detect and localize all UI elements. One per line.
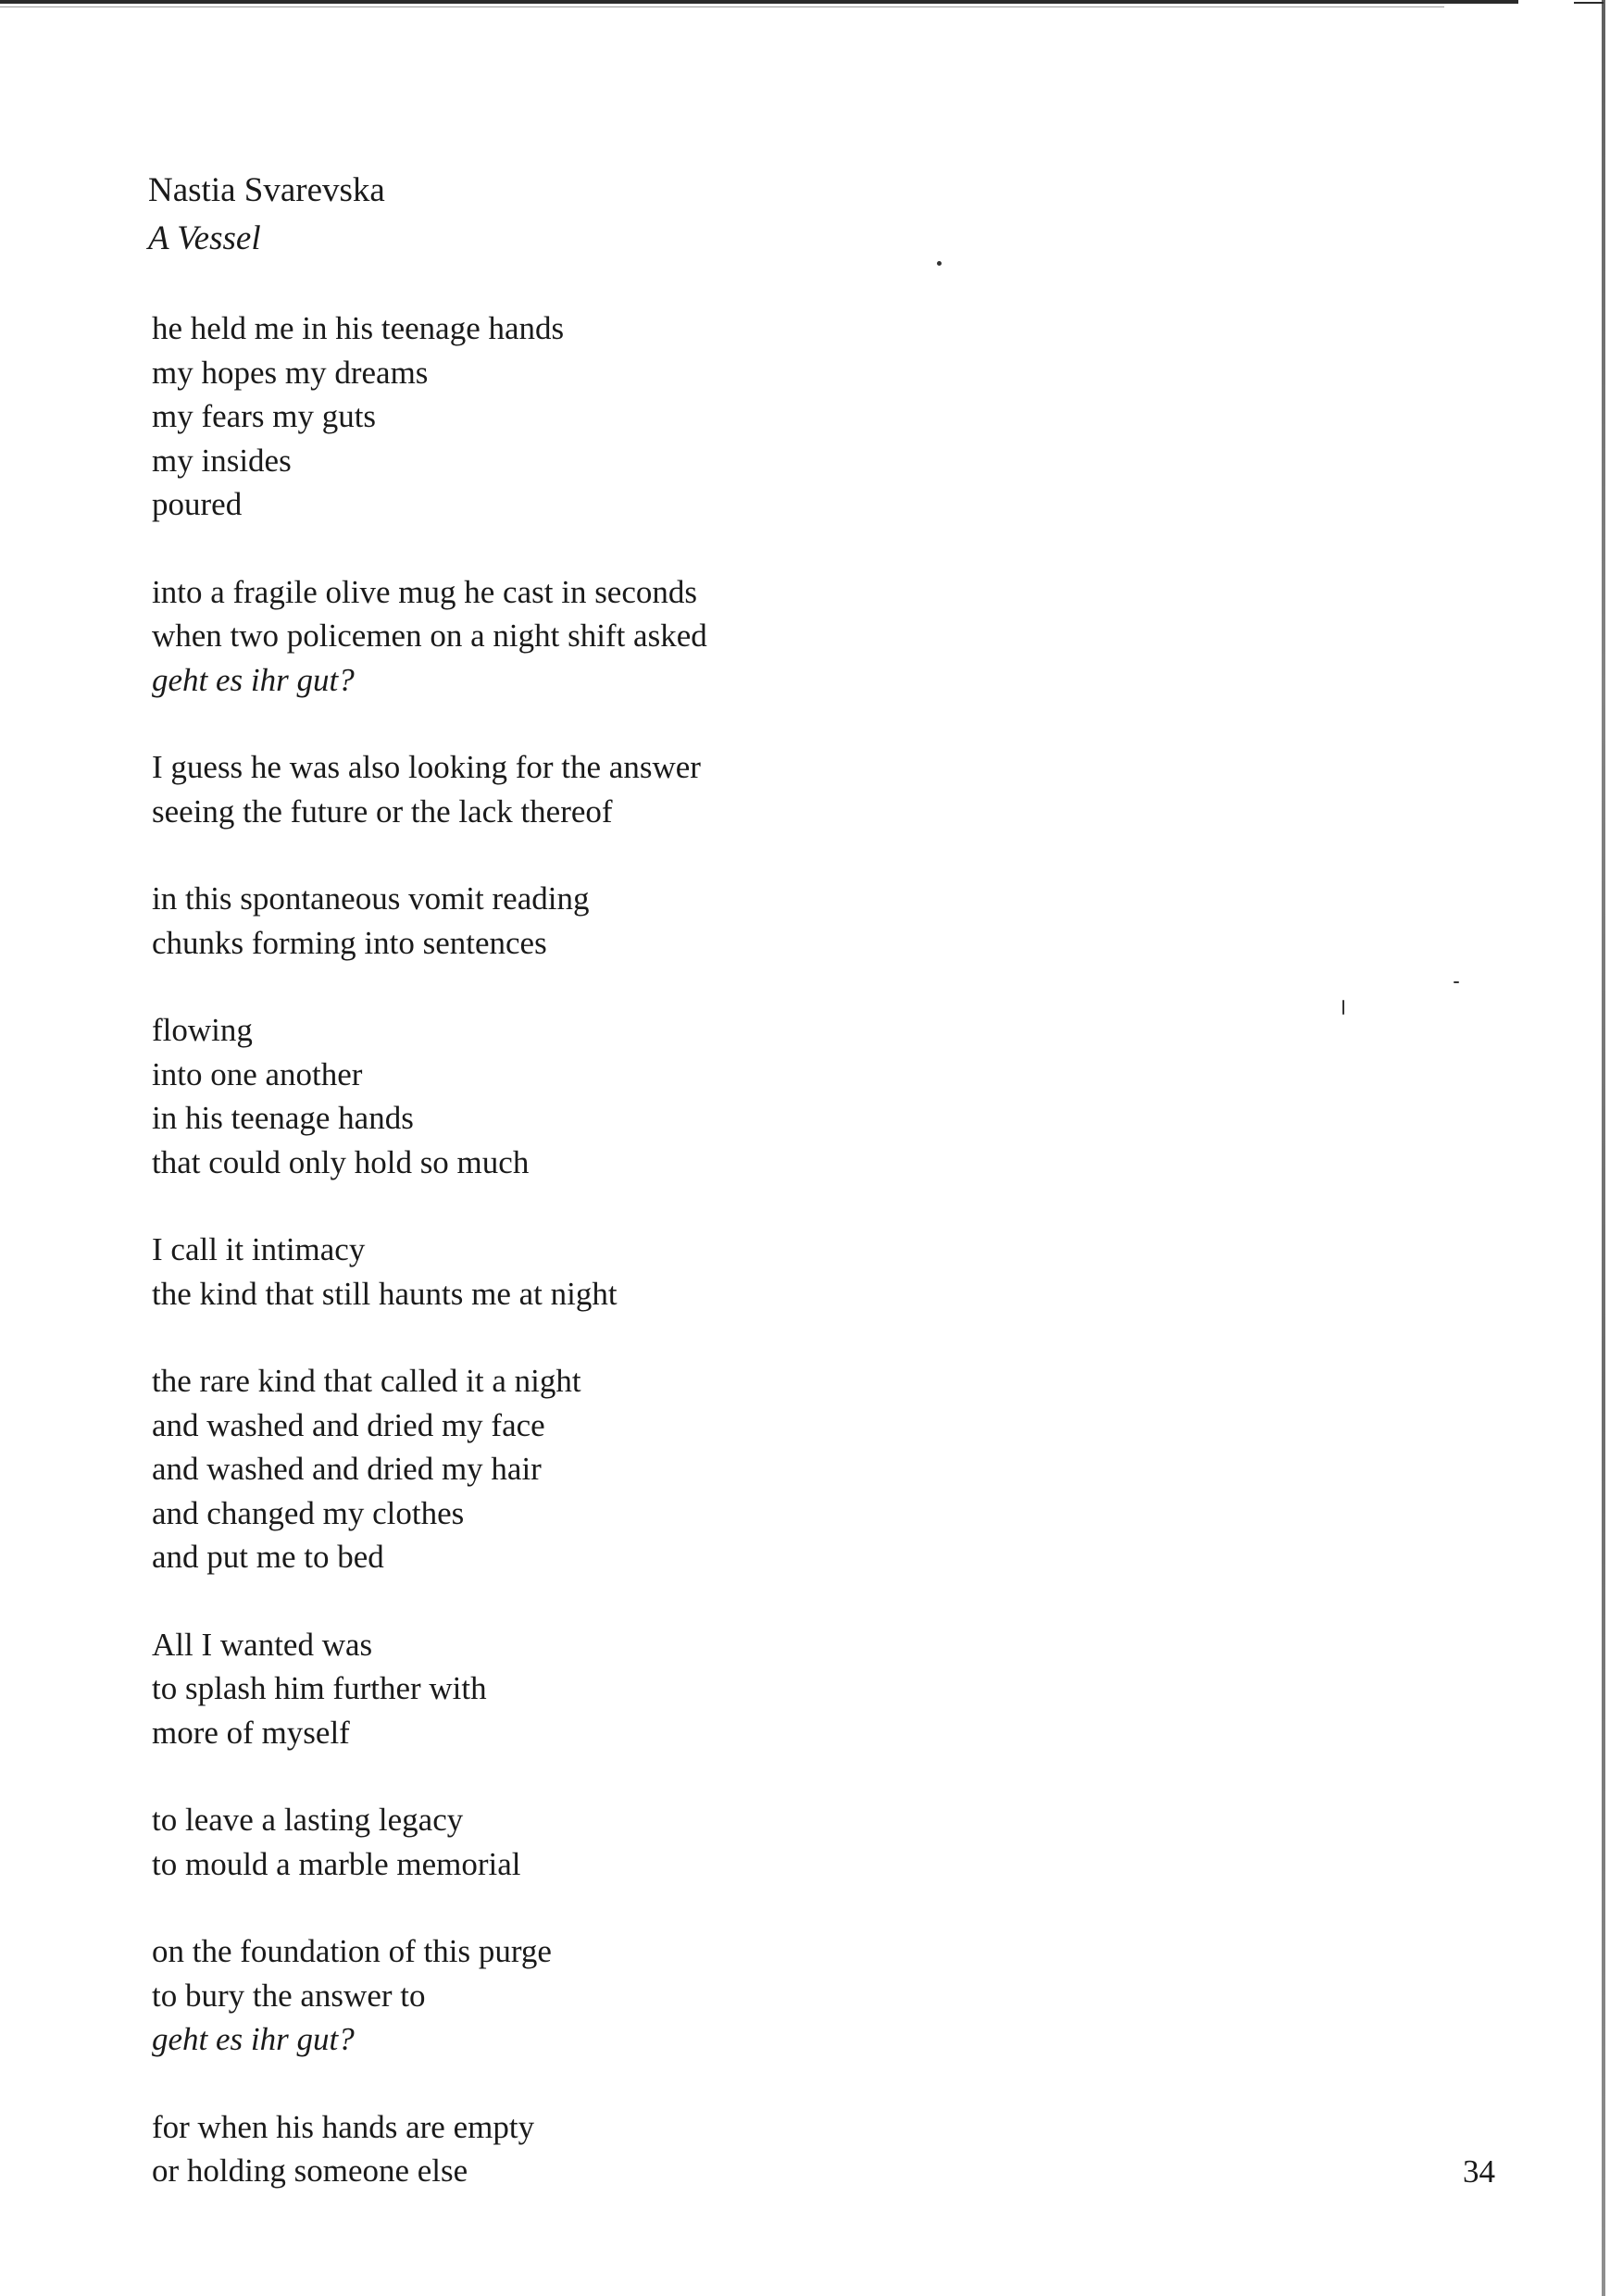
stanza [152,306,1167,527]
right-page-edge [1602,0,1605,2296]
poem-line: to splash him further with [152,1670,487,1706]
stanza [152,745,1167,833]
poem-line: and put me to bed [152,1539,384,1575]
poem-line: and washed and dried my hair [152,1451,542,1487]
stanza [152,1929,1167,2062]
stanza [152,1623,1167,1755]
poem-line: in this spontaneous vomit reading [152,880,590,917]
poem-line: into one another [152,1055,363,1092]
poem-header [148,167,1167,263]
poem-line: my insides [152,442,292,479]
poem-line: geht es ihr gut? [152,661,355,698]
poem-line: my hopes my dreams [152,354,429,391]
scan-speck [1454,981,1459,983]
poem-line: and changed my clothes [152,1494,465,1531]
poem-line: for when his hands are empty [152,2108,535,2145]
poem-line: geht es ihr gut? [152,2021,355,2057]
poem-line: and washed and dried my face [152,1406,545,1443]
stanza [152,570,1167,703]
stanza [152,1798,1167,1886]
poem-author: Nastia Svarevska [148,171,385,209]
poem-line: I guess he was also looking for the answer [152,749,701,785]
poem-line: into a fragile olive mug he cast in seconds [152,573,698,610]
top-border-rule-faint [0,6,1444,7]
poem-line: poured [152,486,243,522]
poem-line: on the foundation of this purge [152,1933,552,1969]
poem-line: chunks forming into sentences [152,924,547,961]
stanza [152,877,1167,965]
poem-line: when two policemen on a night shift asked [152,618,707,654]
page-number: 34 [1463,2153,1495,2190]
stanza [152,1228,1167,1316]
stanza [152,1008,1167,1184]
top-border-rule [0,0,1518,4]
stanza [152,2105,1167,2193]
poem-line: in his teenage hands [152,1100,414,1136]
poem-line: to leave a lasting legacy [152,1802,464,1838]
poem-line: my fears my guts [152,398,377,434]
poem-line: that could only hold so much [152,1143,530,1180]
poem-line: seeing the future or the lack thereof [152,792,613,830]
stanza [152,1359,1167,1579]
poem-line: All I wanted was [152,1626,373,1663]
poem-line: I call it intimacy [152,1231,366,1267]
poem-line: the rare kind that called it a night [152,1363,581,1399]
scan-speck [1342,1000,1344,1015]
poem-title: A Vessel [148,219,261,257]
poem-line: he held me in his teenage hands [152,310,565,346]
poem-line: or holding someone else [152,2152,468,2189]
poem-line: to bury the answer to [152,1977,426,2014]
poem-body [148,306,1167,2193]
poem-line: more of myself [152,1714,350,1751]
poem-line: to mould a marble memorial [152,1845,521,1882]
poem-line: the kind that still haunts me at night [152,1275,618,1312]
right-edge-notch [1574,2,1604,4]
poem-line: flowing [152,1012,253,1048]
poem-page [148,167,1167,2237]
